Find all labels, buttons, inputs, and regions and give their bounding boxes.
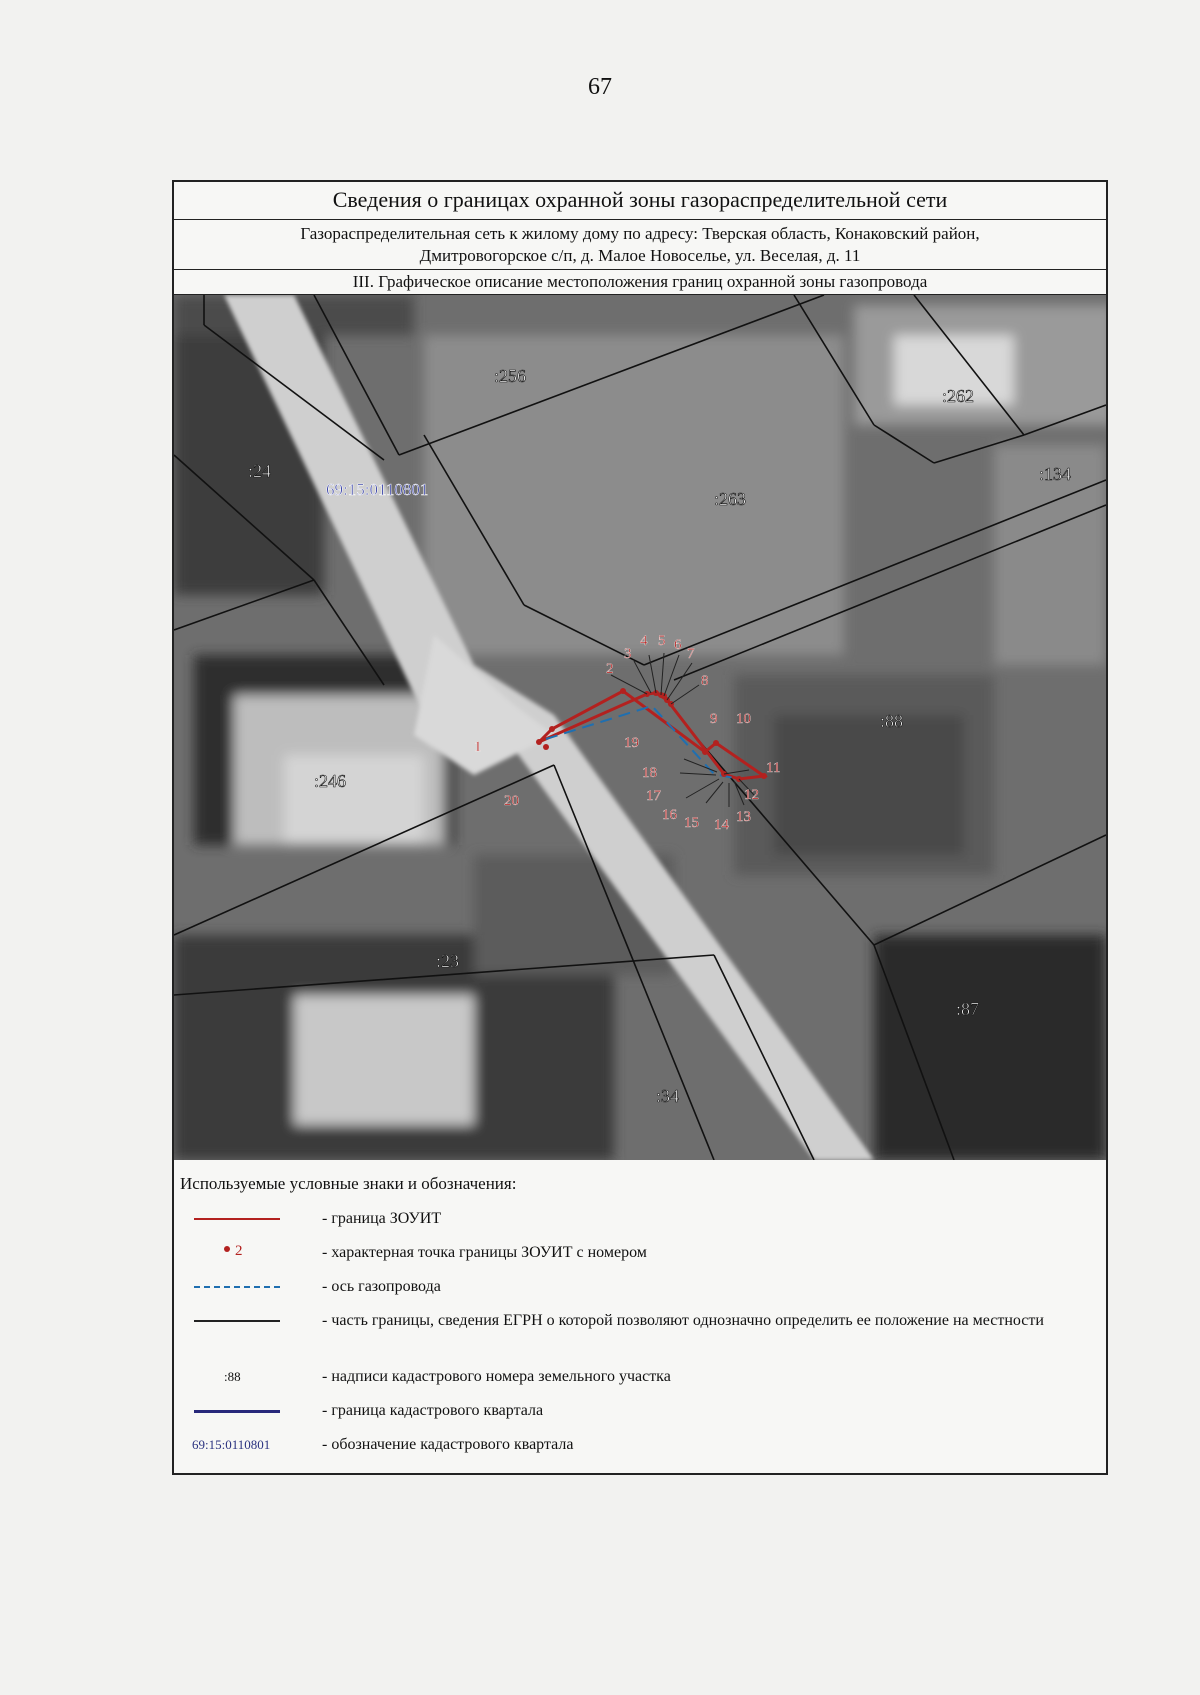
legend-item-pipeline-axis (174, 1272, 1106, 1302)
legend-text: - характерная точка границы ЗОУИТ с номером (322, 1244, 647, 1261)
parcel-label-134: :134 (1039, 464, 1072, 484)
point-number-15: 15 (684, 815, 699, 831)
quarter-label: 69:15:0110801 (326, 480, 429, 499)
point-number-16: 16 (662, 807, 677, 823)
document-title: Сведения о границах охранной зоны газораспределительной сети (174, 182, 1106, 220)
parcel-label-24: :24 (248, 461, 272, 481)
legend-symbol-parcel-label: :88 (224, 1369, 241, 1384)
legend-item-quarter-label (174, 1430, 1106, 1460)
point-number-3: 3 (624, 646, 632, 662)
legend-text: - часть границы, сведения ЕГРН о которой позволяют однозначно определить ее положение на местности (322, 1312, 1044, 1329)
subtitle-line-2: Дмитровогорское с/п, д. Малое Новоселье, ул. Веселая, д. 11 (419, 246, 861, 265)
point-number-6: 6 (674, 637, 682, 653)
point-number-14: 14 (714, 817, 729, 833)
map-view[interactable] (174, 295, 1106, 1160)
parcel-label-34: :34 (656, 1086, 680, 1106)
legend-text: - граница кадастрового квартала (322, 1402, 544, 1419)
legend-item-egrn-boundary (174, 1306, 1106, 1354)
point-number-18: 18 (642, 765, 657, 781)
point-number-1: 1 (474, 739, 482, 755)
point-number-11: 11 (766, 760, 781, 776)
legend-title: Используемые условные знаки и обозначения: (180, 1174, 517, 1193)
section-title: III. Графическое описание местоположения границ охранной зоны газопровода (174, 270, 1106, 295)
parcel-label-262: :262 (942, 386, 975, 406)
point-number-17: 17 (646, 788, 661, 804)
legend-text: - ось газопровода (322, 1278, 441, 1295)
legend-symbol-navy-line (188, 1396, 288, 1426)
parcel-label-246: :246 (314, 771, 347, 791)
legend-text: - обозначение кадастрового квартала (322, 1436, 574, 1453)
point-number-20: 20 (504, 793, 519, 809)
red-dot-icon (224, 1246, 230, 1252)
legend-item-quarter-boundary (174, 1396, 1106, 1426)
parcel-label-256: :256 (494, 366, 527, 386)
legend-item-parcel-label (174, 1362, 1106, 1392)
parcel-label-88: :88 (880, 711, 904, 731)
point-number-10: 10 (736, 711, 751, 727)
point-number-9: 9 (710, 711, 718, 727)
map-svg (174, 295, 1106, 1160)
legend-symbol-red-point: 2 (188, 1238, 288, 1268)
point-number-5: 5 (658, 633, 666, 649)
point-number-4: 4 (640, 633, 648, 649)
legend-symbol-red-line (188, 1204, 288, 1234)
legend-item-zone-point (174, 1238, 1106, 1268)
point-number-19: 19 (624, 735, 639, 751)
legend-item-zone-boundary (174, 1204, 1106, 1234)
point-number-12: 12 (744, 787, 759, 803)
legend-symbol-black-line (188, 1306, 288, 1336)
point-number-8: 8 (701, 673, 709, 689)
page-number: 67 (588, 74, 612, 100)
legend-text: - граница ЗОУИТ (322, 1210, 442, 1227)
parcel-label-263: :263 (714, 489, 747, 509)
legend-symbol-quarter-label: 69:15:0110801 (192, 1437, 271, 1452)
point-number-2: 2 (606, 661, 614, 677)
document-subtitle (174, 220, 1106, 270)
point-number-7: 7 (687, 646, 695, 662)
parcel-label-87: :87 (956, 999, 980, 1019)
legend-symbol-blue-dashed (188, 1272, 288, 1302)
legend-text: - надписи кадастрового номера земельного участка (322, 1368, 671, 1385)
subtitle-line-1: Газораспределительная сеть к жилому дому по адресу: Тверская область, Конаковский район, (300, 224, 980, 243)
document-frame (172, 180, 1108, 1475)
parcel-label-23: :23 (436, 951, 460, 971)
point-number-13: 13 (736, 809, 751, 825)
